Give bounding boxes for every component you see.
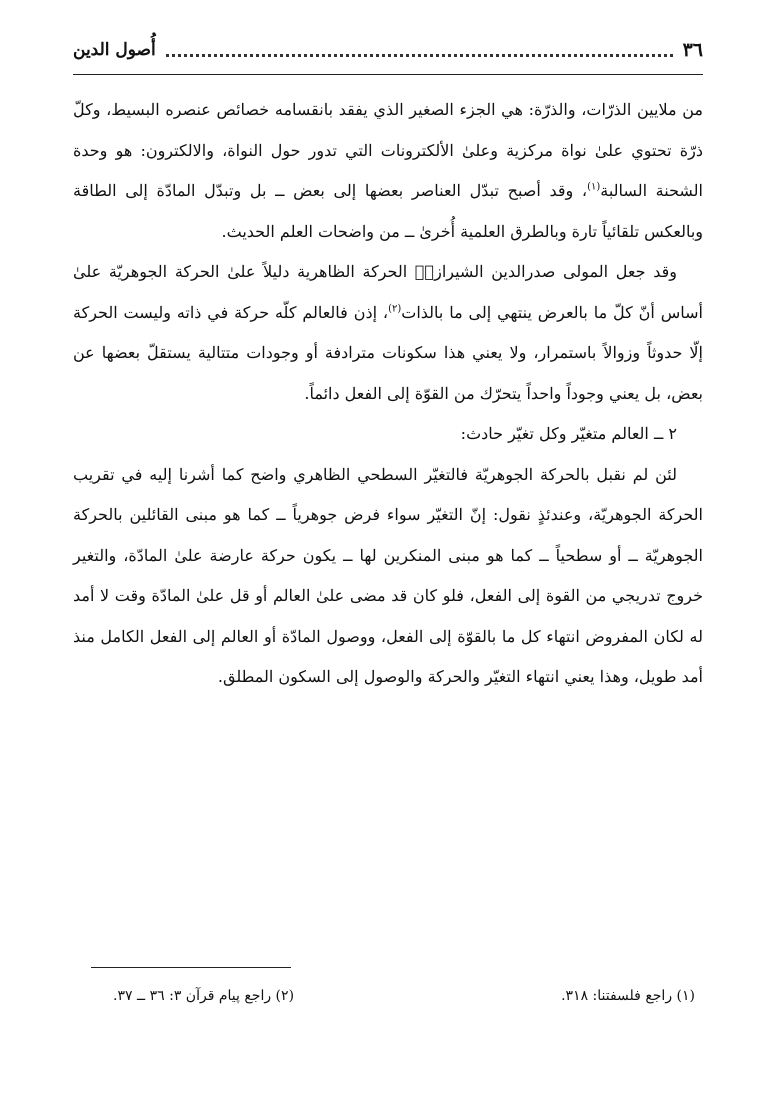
header-rule: [73, 74, 703, 75]
paragraph-1: من ملايين الذرّات، والذرّة: هي الجزء الصغير الذي يفقد بانقسامه خصائص عنصره البسيط، وكلّ ذرّة تحتوي علىٰ نواة مركزية وعلىٰ الألكترونات التي تدور حول النواة، والالكترون: هو وحدة الشحنة السالبة$^{(١)}$، وقد أصبح تبدّل العناصر بعضها إلى بعض ــ بل وتبدّل المادّة إلى الطاقة وبالعكس تلقائياً تارة وبالطرق العلمية أُخرىٰ ــ من واضحات العلم الحديث.: [73, 100, 704, 241]
paragraph-3: لئن لم نقبل بالحركة الجوهريّة فالتغيّر السطحي الظاهري واضح كما أشرنا إليه في تقريب الحركة الجوهريّة، وعندئذٍ نقول: إنّ التغيّر سواء فرض جوهرياً ــ كما هو مبنى القائلين بالحركة الجوهريّة ــ أو سطحياً ــ كما هو مبنى المنكرين لها ــ يكون حركة عارضة علىٰ المادّة، والتغير خروج تدريجي من القوة إلى الفعل، فلو كان قد مضى علىٰ العالم أو قل علىٰ المادّة وقت لا أمد له لكان المفروض انتهاء كل ما بالقوّة إلى الفعل، ووصول المادّة أو العالم إلى الفعل الكامل منذ أمد طويل، وهذا يعني انتهاء التغيّر والحركة والوصول إلى السكون المطلق.: [73, 464, 703, 686]
main-text: [73, 90, 703, 698]
footnote-1: (١) راجع فلسفتنا: ٣١٨.: [561, 988, 695, 1004]
footnote-rule: [91, 967, 291, 968]
running-title: أُصول الدين: [73, 40, 156, 60]
paragraph-2: وقد جعل المولى صدرالدين الشيرازيؒ الحركة الظاهرية دليلاً علىٰ الحركة الجوهريّة علىٰ أساس أنّ كلّ ما بالعرض ينتهي إلى ما بالذات$^{(٢)}$، إذن فالعالم كلّه حركة في ذاته وليست الحركة إلّا حدوثاً وزوالاً باستمرار، ولا يعني هذا سكونات مترادفة أو وجودات متتالية يستقلّ بعضها عن بعض، بل يعني وجوداً واحداً يتحرّك من القوّة إلى الفعل دائماً.: [73, 262, 703, 403]
section-heading: ٢ ــ العالم متغيّر وكل تغيّر حادث:: [460, 424, 677, 443]
footnote-ref-1: (١): [587, 181, 601, 193]
page-number: ٣٦: [682, 39, 703, 61]
footnote-ref-2: (٢): [388, 303, 402, 315]
footnote-2: (٢) راجع پيام قرآن ٣: ٣٦ ــ ٣٧.: [113, 988, 295, 1004]
book-page: [73, 30, 703, 1070]
header-leader-dots: [166, 54, 673, 57]
running-header: [73, 30, 703, 70]
footnotes: [73, 988, 703, 1004]
